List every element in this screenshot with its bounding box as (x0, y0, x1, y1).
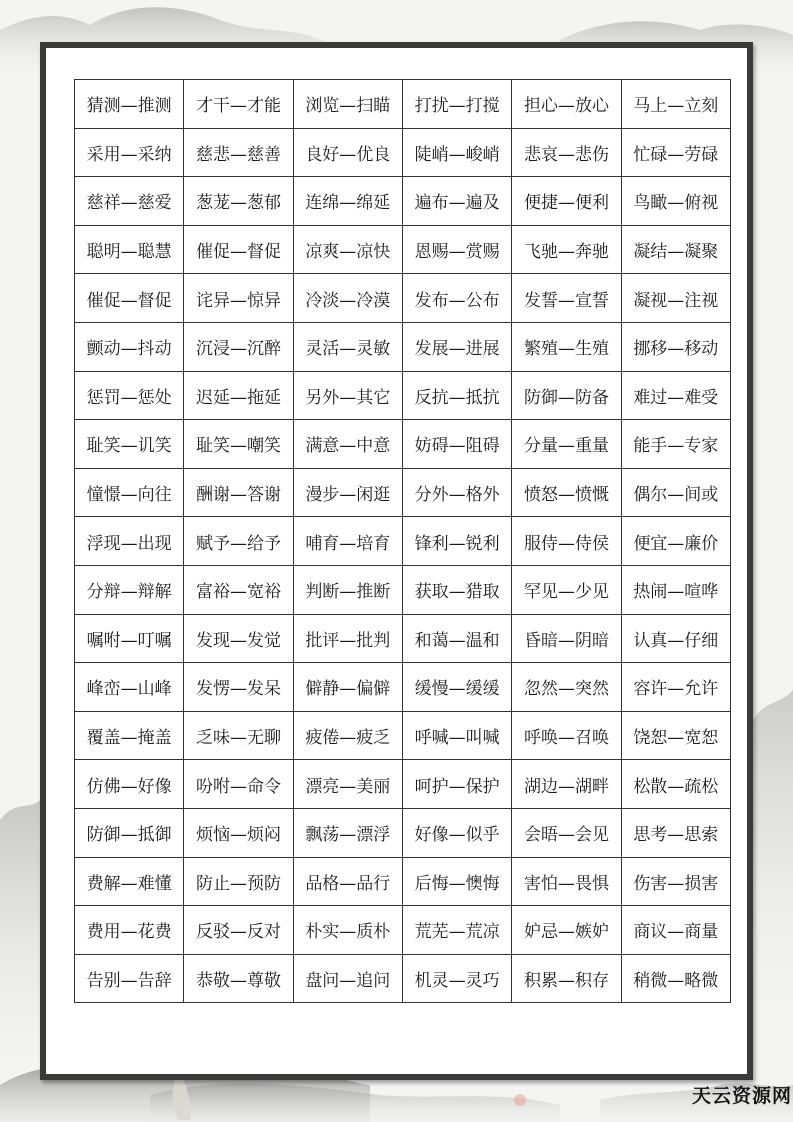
synonym-pair-cell: 分外—格外 (402, 468, 511, 517)
synonym-pair-cell: 浏览—扫瞄 (293, 80, 402, 129)
synonym-pair-cell: 好像—似乎 (402, 808, 511, 857)
synonym-pair-cell: 伤害—损害 (621, 857, 730, 906)
synonym-pair-cell: 告别—告辞 (75, 954, 184, 1003)
synonym-pair-cell: 富裕—宽裕 (184, 565, 293, 614)
synonym-pair-cell: 获取—猎取 (402, 565, 511, 614)
synonym-pair-cell: 耻笑—讥笑 (75, 420, 184, 469)
table-row (75, 565, 731, 614)
synonym-pair-cell: 费解—难懂 (75, 857, 184, 906)
synonym-pair-cell: 漫步—闲逛 (293, 468, 402, 517)
synonym-pair-cell: 朴实—质朴 (293, 906, 402, 955)
synonym-pair-cell: 挪移—移动 (621, 322, 730, 371)
synonym-pair-cell: 鸟瞰—俯视 (621, 177, 730, 226)
synonym-pair-cell: 愤怒—愤慨 (512, 468, 621, 517)
synonym-pair-cell: 费用—花费 (75, 906, 184, 955)
synonym-pair-cell: 发布—公布 (402, 274, 511, 323)
synonym-pair-cell: 恩赐—赏赐 (402, 225, 511, 274)
synonym-pair-cell: 稍微—略微 (621, 954, 730, 1003)
synonym-pair-cell: 恭敬—尊敬 (184, 954, 293, 1003)
synonym-pair-cell: 呵护—保护 (402, 760, 511, 809)
synonym-pair-cell: 悲哀—悲伤 (512, 128, 621, 177)
table-row (75, 517, 731, 566)
synonym-pair-cell: 烦恼—烦闷 (184, 808, 293, 857)
table-row (75, 614, 731, 663)
synonym-pair-cell: 打扰—打搅 (402, 80, 511, 129)
synonym-pair-cell: 便捷—便利 (512, 177, 621, 226)
synonym-pair-cell: 积累—积存 (512, 954, 621, 1003)
synonym-pair-cell: 酬谢—答谢 (184, 468, 293, 517)
synonym-pair-cell: 凝视—注视 (621, 274, 730, 323)
synonym-pair-cell: 慈悲—慈善 (184, 128, 293, 177)
synonym-pair-cell: 商议—商量 (621, 906, 730, 955)
synonym-pair-cell: 葱茏—葱郁 (184, 177, 293, 226)
synonym-pair-cell: 呼喊—叫喊 (402, 711, 511, 760)
synonym-pair-cell: 浮现—出现 (75, 517, 184, 566)
synonym-pair-cell: 诧异—惊异 (184, 274, 293, 323)
synonym-pair-cell: 覆盖—掩盖 (75, 711, 184, 760)
synonym-pair-cell: 飞驰—奔驰 (512, 225, 621, 274)
table-row (75, 468, 731, 517)
synonym-pair-cell: 昏暗—阴暗 (512, 614, 621, 663)
synonym-pair-cell: 猜测—推测 (75, 80, 184, 129)
synonym-pair-cell: 发展—进展 (402, 322, 511, 371)
synonym-pair-cell: 马上—立刻 (621, 80, 730, 129)
synonym-pair-cell: 良好—优良 (293, 128, 402, 177)
synonym-pair-cell: 分辩—辩解 (75, 565, 184, 614)
synonym-pair-cell: 害怕—畏惧 (512, 857, 621, 906)
synonym-pair-cell: 另外—其它 (293, 371, 402, 420)
synonym-pair-cell: 服侍—侍侯 (512, 517, 621, 566)
table-row (75, 80, 731, 129)
synonym-pair-cell: 荒芜—荒凉 (402, 906, 511, 955)
synonym-pair-cell: 飘荡—漂浮 (293, 808, 402, 857)
synonym-pair-cell: 能手—专家 (621, 420, 730, 469)
synonym-pair-cell: 缓慢—缓缓 (402, 663, 511, 712)
synonym-pair-cell: 憧憬—向往 (75, 468, 184, 517)
synonym-pair-cell: 慈祥—慈爱 (75, 177, 184, 226)
synonym-pair-cell: 吩咐—命令 (184, 760, 293, 809)
table-row (75, 663, 731, 712)
synonym-pair-cell: 繁殖—生殖 (512, 322, 621, 371)
synonym-pair-cell: 凉爽—凉快 (293, 225, 402, 274)
synonym-pair-cell: 发愣—发呆 (184, 663, 293, 712)
synonym-pair-cell: 催促—督促 (184, 225, 293, 274)
synonym-table-body (75, 80, 731, 1003)
synonym-pair-cell: 沉浸—沉醉 (184, 322, 293, 371)
synonym-pair-cell: 松散—疏松 (621, 760, 730, 809)
table-row (75, 371, 731, 420)
synonym-pair-cell: 漂亮—美丽 (293, 760, 402, 809)
synonym-pair-cell: 反驳—反对 (184, 906, 293, 955)
table-row (75, 954, 731, 1003)
synonym-pair-cell: 聪明—聪慧 (75, 225, 184, 274)
synonym-pair-cell: 妒忌—嫉妒 (512, 906, 621, 955)
synonym-pair-cell: 担心—放心 (512, 80, 621, 129)
synonym-pair-cell: 惩罚—惩处 (75, 371, 184, 420)
synonym-pair-cell: 灵活—灵敏 (293, 322, 402, 371)
synonym-pair-cell: 采用—采纳 (75, 128, 184, 177)
synonym-pair-cell: 才干—才能 (184, 80, 293, 129)
synonym-pair-cell: 后悔—懊悔 (402, 857, 511, 906)
synonym-pair-cell: 哺育—培育 (293, 517, 402, 566)
synonym-pair-cell: 忽然—突然 (512, 663, 621, 712)
table-row (75, 274, 731, 323)
synonym-pair-cell: 嘱咐—叮嘱 (75, 614, 184, 663)
table-row (75, 857, 731, 906)
synonym-pair-cell: 会晤—会见 (512, 808, 621, 857)
table-row (75, 906, 731, 955)
synonym-pair-cell: 和蔼—温和 (402, 614, 511, 663)
table-row (75, 711, 731, 760)
synonym-pair-cell: 催促—督促 (75, 274, 184, 323)
synonym-pair-cell: 判断—推断 (293, 565, 402, 614)
synonym-pair-cell: 忙碌—劳碌 (621, 128, 730, 177)
synonym-pair-cell: 乏味—无聊 (184, 711, 293, 760)
synonym-pair-cell: 峰峦—山峰 (75, 663, 184, 712)
synonym-pair-cell: 盘问—追问 (293, 954, 402, 1003)
synonym-pair-cell: 容许—允许 (621, 663, 730, 712)
synonym-pair-cell: 认真—仔细 (621, 614, 730, 663)
synonym-pair-cell: 颤动—抖动 (75, 322, 184, 371)
synonym-pair-cell: 罕见—少见 (512, 565, 621, 614)
synonym-pair-cell: 耻笑—嘲笑 (184, 420, 293, 469)
synonym-pair-cell: 饶恕—宽恕 (621, 711, 730, 760)
synonym-pair-cell: 分量—重量 (512, 420, 621, 469)
synonym-table (74, 79, 731, 1003)
synonym-pair-cell: 发誓—宣誓 (512, 274, 621, 323)
synonym-pair-cell: 僻静—偏僻 (293, 663, 402, 712)
synonym-pair-cell: 连绵—绵延 (293, 177, 402, 226)
table-row (75, 808, 731, 857)
synonym-pair-cell: 妨碍—阻碍 (402, 420, 511, 469)
synonym-pair-cell: 便宜—廉价 (621, 517, 730, 566)
synonym-pair-cell: 热闹—喧哗 (621, 565, 730, 614)
synonym-pair-cell: 思考—思索 (621, 808, 730, 857)
page-frame (40, 42, 753, 1080)
table-row (75, 760, 731, 809)
synonym-pair-cell: 凝结—凝聚 (621, 225, 730, 274)
synonym-pair-cell: 冷淡—冷漠 (293, 274, 402, 323)
table-row (75, 128, 731, 177)
synonym-pair-cell: 锋利—锐利 (402, 517, 511, 566)
synonym-pair-cell: 湖边—湖畔 (512, 760, 621, 809)
synonym-pair-cell: 难过—难受 (621, 371, 730, 420)
table-row (75, 177, 731, 226)
synonym-pair-cell: 发现—发觉 (184, 614, 293, 663)
table-row (75, 420, 731, 469)
synonym-pair-cell: 遍布—遍及 (402, 177, 511, 226)
synonym-pair-cell: 陡峭—峻峭 (402, 128, 511, 177)
synonym-pair-cell: 品格—品行 (293, 857, 402, 906)
synonym-pair-cell: 疲倦—疲乏 (293, 711, 402, 760)
synonym-pair-cell: 满意—中意 (293, 420, 402, 469)
watermark-text: 天云资源网 (692, 1085, 793, 1107)
synonym-pair-cell: 机灵—灵巧 (402, 954, 511, 1003)
synonym-pair-cell: 迟延—拖延 (184, 371, 293, 420)
table-row (75, 322, 731, 371)
synonym-pair-cell: 反抗—抵抗 (402, 371, 511, 420)
synonym-pair-cell: 防御—防备 (512, 371, 621, 420)
synonym-pair-cell: 防止—预防 (184, 857, 293, 906)
synonym-pair-cell: 批评—批判 (293, 614, 402, 663)
synonym-pair-cell: 偶尔—间或 (621, 468, 730, 517)
synonym-pair-cell: 赋予—给予 (184, 517, 293, 566)
synonym-pair-cell: 防御—抵御 (75, 808, 184, 857)
table-row (75, 225, 731, 274)
synonym-pair-cell: 呼唤—召唤 (512, 711, 621, 760)
synonym-pair-cell: 仿佛—好像 (75, 760, 184, 809)
